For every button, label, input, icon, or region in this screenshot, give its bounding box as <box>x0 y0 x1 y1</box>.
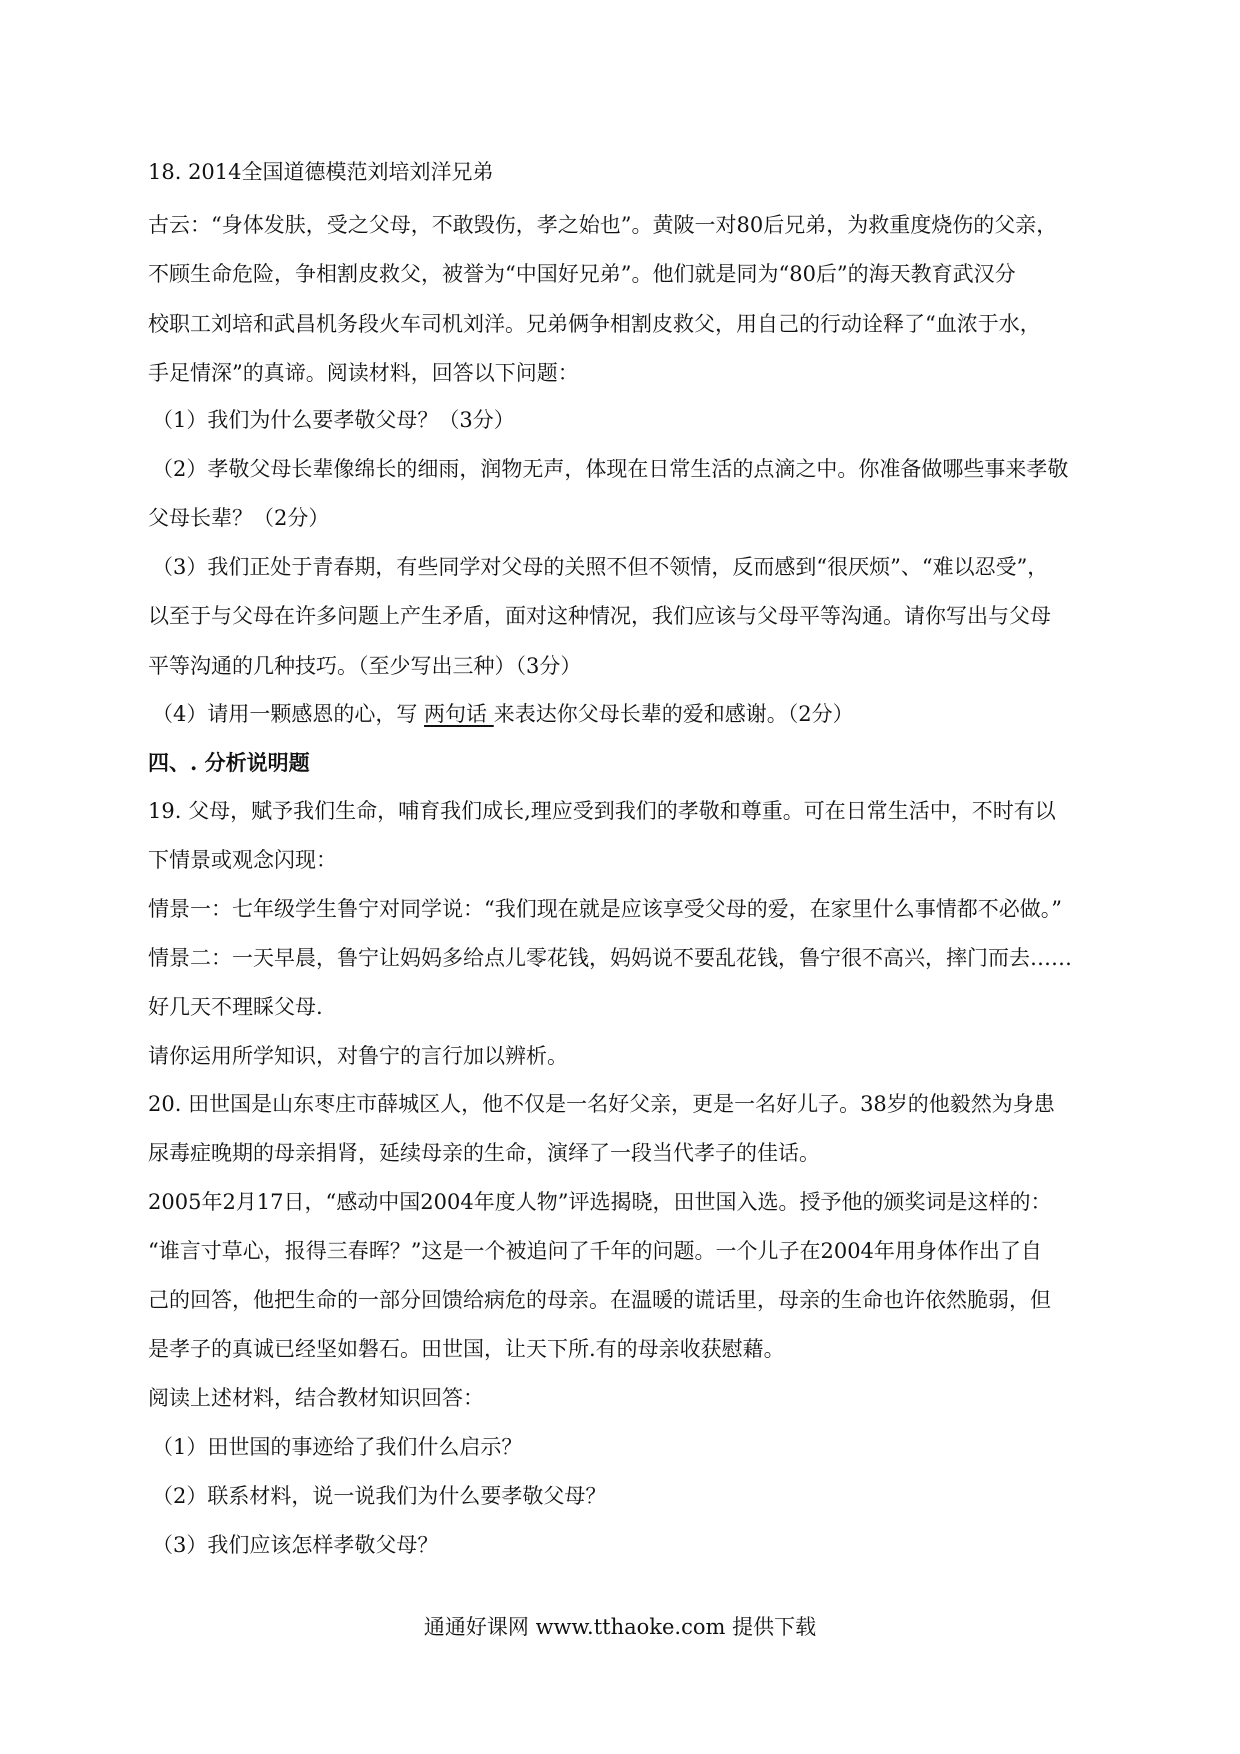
q18-subquestion-2-cont: 父母长辈？（2分） <box>148 506 330 530</box>
q18-subquestion-3-cont: 以至于与父母在许多问题上产生矛盾，面对这种情况，我们应该与父母平等沟通。请你写出与父母 <box>148 604 1051 628</box>
q18-paragraph-line: 不顾生命危险，争相割皮救父，被誉为“中国好兄弟”。他们就是同为“80后”的海天教育武汉分 <box>148 262 1016 286</box>
q18-paragraph-line: 校职工刘培和武昌机务段火车司机刘洋。兄弟俩争相割皮救父，用自己的行动诠释了“血浓于水， <box>148 312 1041 336</box>
q20-paragraph-line: 20. 田世国是山东枣庄市薛城区人，他不仅是一名好父亲，更是一名好儿子。38岁的他毅然为身患 <box>148 1092 1055 1116</box>
q19-scenario-2: 情景二：一天早晨，鲁宁让妈妈多给点儿零花钱，妈妈说不要乱花钱，鲁宁很不高兴，摔门而去…… <box>148 946 1072 970</box>
section-heading: 四、. 分析说明题 <box>148 750 310 775</box>
q18-subquestion-3: （3）我们正处于青春期，有些同学对父母的关照不但不领情，反而感到“很厌烦”、“难以忍受”， <box>152 555 1049 579</box>
q18-subquestion-1: （1）我们为什么要孝敬父母？（3分） <box>152 408 515 432</box>
q20-paragraph-line: 己的回答，他把生命的一部分回馈给病危的母亲。在温暖的谎话里，母亲的生命也许依然脆弱，但 <box>148 1288 1051 1312</box>
q20-subquestion-3: （3）我们应该怎样孝敬父母？ <box>152 1533 439 1557</box>
q20-paragraph-line: 是孝子的真诚已经坚如磐石。田世国，让天下所.有的母亲收获慰藉。 <box>148 1337 785 1361</box>
q19-scenario-1: 情景一：七年级学生鲁宁对同学说：“我们现在就是应该享受父母的爱，在家里什么事情都不必做。” <box>148 897 1062 921</box>
q19-paragraph-line: 下情景或观念闪现： <box>148 848 337 872</box>
q20-paragraph-line: 2005年2月17日，“感动中国2004年度人物”评选揭晓，田世国入选。授予他的颁奖词是这样的： <box>148 1190 1052 1214</box>
q18-paragraph-line: 手足情深”的真谛。阅读材料，回答以下问题： <box>148 361 579 385</box>
q18-subquestion-3-cont: 平等沟通的几种技巧。（至少写出三种）（3分） <box>148 654 582 678</box>
q20-paragraph-line: 尿毒症晚期的母亲捐肾，延续母亲的生命，演绎了一段当代孝子的佳话。 <box>148 1141 820 1165</box>
q19-paragraph-line: 好几天不理睬父母. <box>148 995 323 1019</box>
page-footer: 通通好课网 www.tthaoke.com 提供下载 <box>423 1615 817 1639</box>
q18-subquestion-2: （2）孝敬父母长辈像绵长的细雨，润物无声，体现在日常生活的点滴之中。你准备做哪些事来孝敬 <box>152 457 1069 481</box>
q18-paragraph-line: 古云：“身体发肤，受之父母，不敢毁伤，孝之始也”。黄陂一对80后兄弟，为救重度烧伤的父亲， <box>148 213 1058 237</box>
q20-instruction: 阅读上述材料，结合教材知识回答： <box>148 1386 484 1410</box>
q18-s4-underlined: 两句话 <box>424 702 494 726</box>
q19-question: 请你运用所学知识，对鲁宁的言行加以辨析。 <box>148 1044 568 1068</box>
q18-subquestion-4 <box>152 699 1102 729</box>
q20-subquestion-2: （2）联系材料，说一说我们为什么要孝敬父母？ <box>152 1484 607 1508</box>
q20-subquestion-1: （1）田世国的事迹给了我们什么启示？ <box>152 1435 523 1459</box>
q18-s4-prefix: （4）请用一颗感恩的心，写 <box>152 702 425 726</box>
q20-paragraph-line: “谁言寸草心，报得三春晖？”这是一个被追问了千年的问题。一个儿子在2004年用身体作出了自 <box>148 1239 1042 1263</box>
q18-title: 18. 2014全国道德模范刘培刘洋兄弟 <box>148 160 494 184</box>
q19-paragraph-line: 19. 父母，赋予我们生命，哺育我们成长,理应受到我们的孝敬和尊重。可在日常生活中，不时有以 <box>148 799 1056 823</box>
q18-s4-suffix: 来表达你父母长辈的爱和感谢。（2分） <box>493 702 854 726</box>
